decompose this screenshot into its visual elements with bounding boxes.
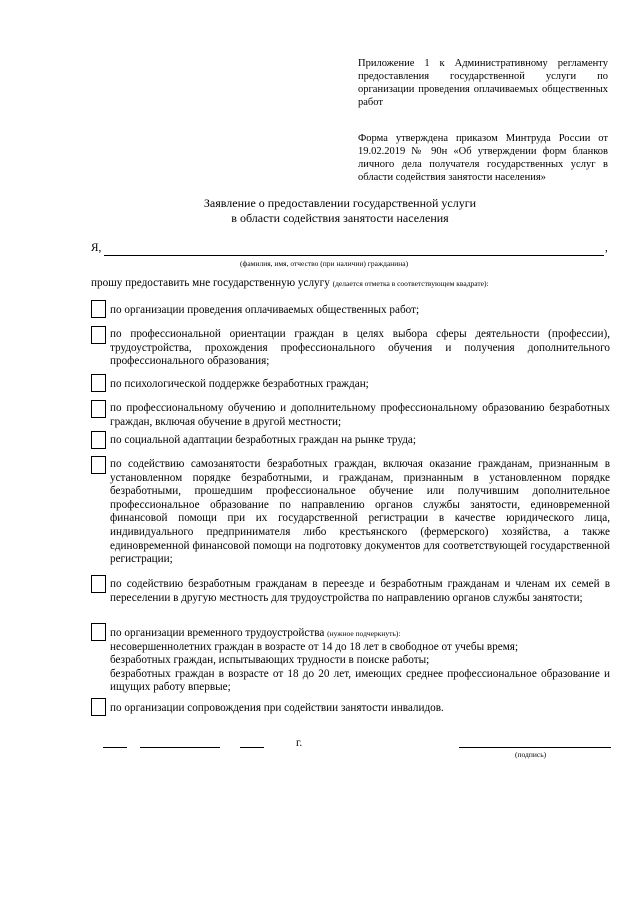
option-self-employment: по содействию самозанятости безработных граждан, включая оказание гражданам, признанным в установленном порядке безработными, и гражданам, признанным в установленном порядке безработными, прошедшим профессиональное обучение или получившим дополнительное профессиональное образование по направлению органов службы занятости, единовременной финансовой помощи при их государственной регистрации в качестве юридического лица, индивидуального предпринимателя либо крестьянского (фермерского) хозяйства, а также единовременной финансовой помощи на подготовку документов для соответствующей государственной регистрации;	[110, 458, 610, 566]
i-label: Я,	[91, 242, 102, 254]
date-year-field[interactable]	[240, 747, 264, 748]
temporary-employment-label: по организации временного трудоустройства	[110, 627, 325, 639]
full-name-field[interactable]	[104, 255, 604, 256]
checkbox-relocation[interactable]	[91, 575, 106, 593]
year-suffix: г.	[296, 737, 303, 749]
title-line-1: Заявление о предоставлении государственной услуги	[203, 196, 477, 210]
temporary-employment-graduates[interactable]: безработных граждан в возрасте от 18 до 20 лет, имеющих среднее профессиональное образование и ищущих работу впервые;	[110, 667, 610, 694]
document-title	[90, 196, 590, 225]
form-approval-note: Форма утверждена приказом Минтруда России от 19.02.2019 № 90н «Об утверждении форм бланков личного дела получателя государственных услуг в области содействия занятости населения»	[358, 133, 608, 183]
name-comma: ,	[605, 242, 608, 254]
checkbox-public-works[interactable]	[91, 300, 106, 318]
checkbox-career-guidance[interactable]	[91, 326, 106, 344]
checkbox-psychological-support[interactable]	[91, 374, 106, 392]
signature-field[interactable]	[459, 747, 611, 748]
option-social-adaptation: по социальной адаптации безработных граждан на рынке труда;	[110, 434, 416, 446]
checkbox-self-employment[interactable]	[91, 456, 106, 474]
option-public-works: по организации проведения оплачиваемых общественных работ;	[110, 304, 420, 316]
appendix-note: Приложение 1 к Административному регламенту предоставления государственной услуги по организации проведения оплачиваемых общественных работ	[358, 58, 608, 108]
name-hint: (фамилия, имя, отчество (при наличии) гражданина)	[240, 259, 409, 268]
checkbox-professional-training[interactable]	[91, 400, 106, 418]
checkbox-disabled-support[interactable]	[91, 698, 106, 716]
option-professional-training: по профессиональному обучению и дополнительному профессиональному образованию безработных граждан, включая обучение в другой местности;	[110, 402, 610, 428]
date-day-field[interactable]	[103, 747, 127, 748]
request-main: прошу предоставить мне государственную услугу	[91, 277, 330, 289]
request-text	[91, 277, 611, 291]
date-month-field[interactable]	[140, 747, 220, 748]
request-hint: (делается отметка в соответствующем квадрате):	[332, 279, 489, 288]
checkbox-temporary-employment[interactable]	[91, 623, 106, 641]
checkbox-social-adaptation[interactable]	[91, 431, 106, 449]
option-psychological-support: по психологической поддержке безработных граждан;	[110, 378, 369, 390]
signature-hint: (подпись)	[515, 750, 547, 759]
option-temporary-employment	[110, 627, 610, 695]
temporary-employment-minors[interactable]: несовершеннолетних граждан в возрасте от 14 до 18 лет в свободное от учебы время;	[110, 640, 519, 653]
option-relocation: по содействию безработным гражданам в переезде и безработным гражданам и членам их семей в переселении в другую местность для трудоустройства по направлению органов службы занятости;	[110, 578, 610, 604]
temporary-employment-hint: (нужное подчеркнуть):	[327, 629, 401, 638]
option-career-guidance: по профессиональной ориентации граждан в целях выбора сферы деятельности (профессии), трудоустройства, прохождения профессионального обучения и получения дополнительного профессионального образования;	[110, 328, 610, 368]
title-line-2: в области содействия занятости населения	[231, 210, 449, 225]
temporary-employment-difficulties[interactable]: безработных граждан, испытывающих трудности в поиске работы;	[110, 654, 430, 667]
option-disabled-support: по организации сопровождения при содействии занятости инвалидов.	[110, 702, 444, 714]
